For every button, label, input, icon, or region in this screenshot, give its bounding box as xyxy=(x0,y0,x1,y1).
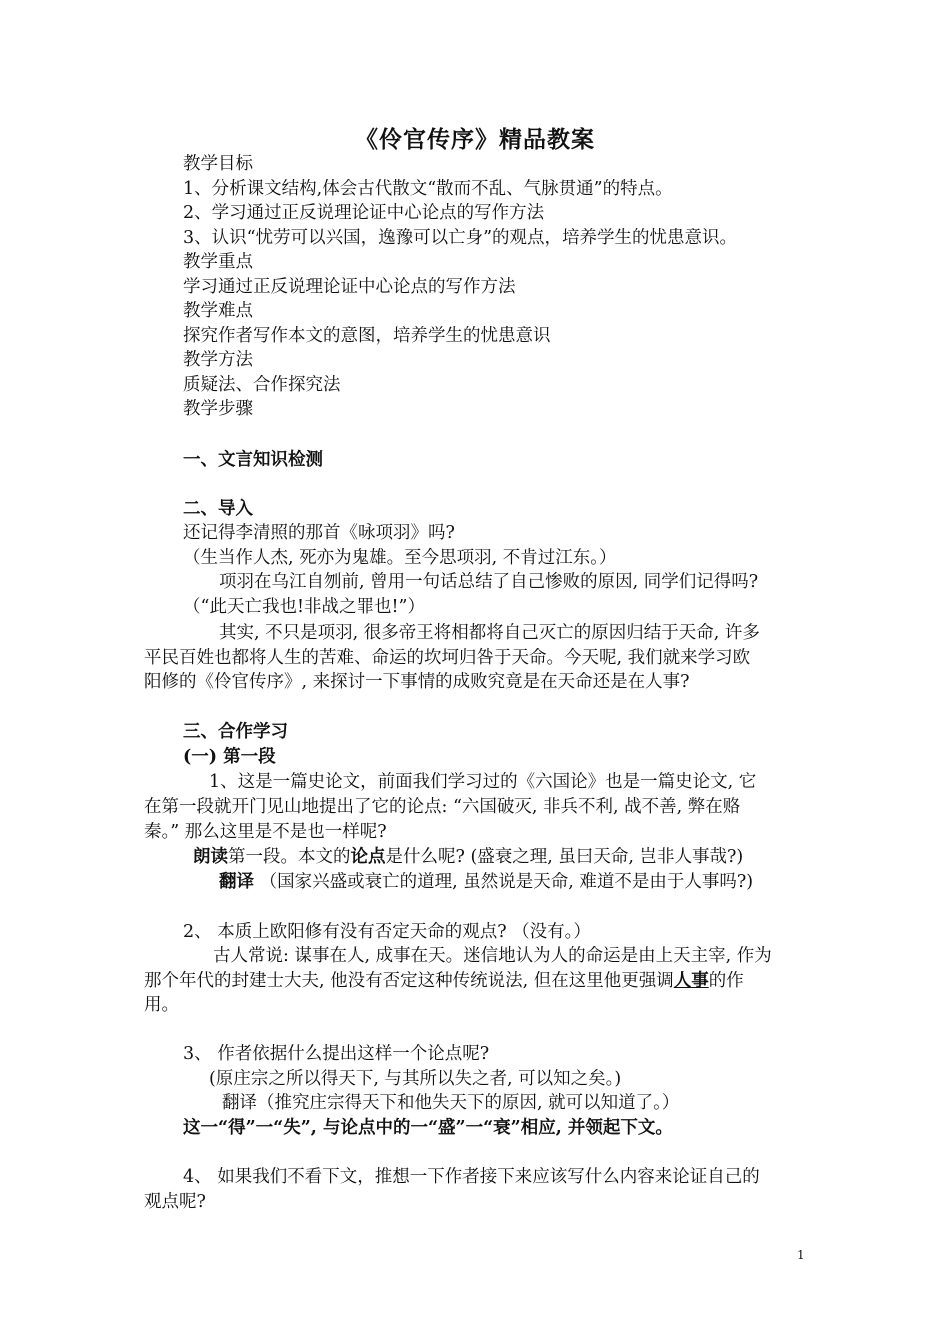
section-heading-2: 二、导入 xyxy=(183,499,253,519)
question-2-text-end: 的作 xyxy=(708,971,744,991)
translate-text: （国家兴盛或衰亡的道理, 虽然说是天命, 难道不是由于人事吗?) xyxy=(259,872,754,892)
difficulty-text: 探究作者写作本文的意图，培养学生的忧患意识 xyxy=(183,326,551,346)
question-3: 3、 作者依据什么提出这样一个论点呢? xyxy=(183,1044,490,1064)
translate-label: 翻译 xyxy=(219,872,254,892)
read-label: 朗读 xyxy=(193,847,228,867)
goal-item-1: 1、分析课文结构,体会古代散文“散而不乱、气脉贯通”的特点。 xyxy=(183,179,673,199)
question-2-text: 那个年代的封建士大夫, 他没有否定这种传统说法, 但在这里他更强调 xyxy=(144,971,674,991)
intro-line: （“此天亡我也!非战之罪也!”） xyxy=(183,597,425,617)
thesis-label: 论点 xyxy=(350,847,386,867)
page-number: 1 xyxy=(797,1248,805,1262)
emphasis-human-affairs: 人事 xyxy=(673,971,709,991)
question-3-line: (原庄宗之所以得天下, 与其所以失之者, 可以知之矣。) xyxy=(209,1069,622,1089)
intro-line: 项羽在乌江自刎前, 曾用一句话总结了自己惨败的原因, 同学们记得吗? xyxy=(219,572,759,592)
read-text: 第一段。本文的 xyxy=(228,847,351,867)
section-heading-3: 三、合作学习 xyxy=(183,722,288,742)
difficulty-heading: 教学难点 xyxy=(183,301,253,321)
read-text-rest: 是什么呢? (盛衰之理, 虽曰天命, 岂非人事哉?) xyxy=(385,847,744,867)
document-title: 《伶官传序》精品教案 xyxy=(355,126,595,153)
section-heading-1: 一、文言知识检测 xyxy=(183,450,323,470)
intro-line: 其实, 不只是项羽, 很多帝王将相都将自己灭亡的原因归结于天命, 许多 xyxy=(219,623,760,643)
question-4-line: 观点呢? xyxy=(144,1192,206,1212)
question-4: 4、 如果我们不看下文，推想一下作者接下来应该写什么内容来论证自己的 xyxy=(183,1167,760,1187)
intro-line: （生当作人杰, 死亦为鬼雄。至今思项羽, 不肯过江东。） xyxy=(183,548,617,568)
goal-heading: 教学目标 xyxy=(183,154,253,174)
question-2-line: 古人常说: 谋事在人, 成事在天。迷信地认为人的命运是由上天主宰, 作为 xyxy=(213,946,772,966)
question-3-line: 翻译（推究庄宗得天下和他失天下的原因, 就可以知道了。） xyxy=(222,1093,680,1113)
intro-line: 还记得李清照的那首《咏项羽》吗? xyxy=(183,523,455,543)
steps-heading: 教学步骤 xyxy=(183,399,253,419)
question-2-line xyxy=(144,969,744,993)
focus-heading: 教学重点 xyxy=(183,252,253,272)
question-3-summary: 这一“得”一“失”, 与论点中的一“盛”一“衰”相应, 并领起下文。 xyxy=(183,1118,673,1138)
goal-item-2: 2、学习通过正反说理论证中心论点的写作方法 xyxy=(183,203,545,223)
goal-item-3: 3、认识“忧劳可以兴国，逸豫可以亡身”的观点，培养学生的忧患意识。 xyxy=(183,228,738,248)
translate-line xyxy=(219,870,753,894)
focus-text: 学习通过正反说理论证中心论点的写作方法 xyxy=(183,277,516,297)
method-text: 质疑法、合作探究法 xyxy=(183,375,341,395)
question-2-line: 用。 xyxy=(144,995,179,1015)
question-2: 2、 本质上欧阳修有没有否定天命的观点? （没有。） xyxy=(183,922,591,942)
question-1-line: 秦。” 那么这里是不是也一样呢? xyxy=(144,822,387,842)
read-line xyxy=(193,845,743,869)
intro-line: 平民百姓也都将人生的苦难、命运的坎坷归咎于天命。今天呢, 我们就来学习欧 xyxy=(144,648,751,668)
subsection-heading: (一) 第一段 xyxy=(183,747,276,767)
intro-line: 阳修的《伶官传序》, 来探讨一下事情的成败究竟是在天命还是在人事? xyxy=(144,672,690,692)
question-1-line: 1、这是一篇史论文，前面我们学习过的《六国论》也是一篇史论文, 它 xyxy=(209,772,757,792)
method-heading: 教学方法 xyxy=(183,350,253,370)
question-1-line: 在第一段就开门见山地提出了它的论点: “六国破灭, 非兵不利, 战不善, 弊在赂 xyxy=(144,797,741,817)
